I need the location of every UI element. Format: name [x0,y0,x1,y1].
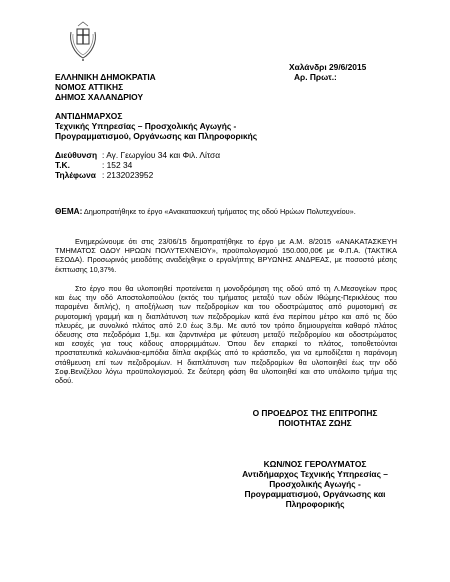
phone-row [55,170,220,180]
paragraph-line: Σοφ.Βενιζέλου λόγω προϋπολογισμού. Σε δεύτερη φάση θα υλοποιηθεί και στο υπόλοιπο τμήμα της [55,366,397,376]
paragraph-line: ΤΜΗΜΑΤΟΣ ΟΔΟΥ ΗΡΩΩΝ ΠΟΛΥΤΕΧΝΕΙΟΥ», προϋπολογισμού 150.000,00€ με Φ.Π.Α. (ΤΑΚΤΙΚΑ [55,246,397,256]
office-line: Τεχνικής Υπηρεσίας – Προσχολικής Αγωγής - [55,121,237,131]
address-label: Διεύθυνση [55,150,98,160]
postcode-label: Τ.Κ. [55,160,70,170]
contact-block [55,150,220,180]
paragraph-line: και έως την οδό Αποστολοπούλου (εκτός του τμήματος μεταξύ των οδών Ιθώμης-Περικλέους που [55,293,397,303]
signatory-line: Προσχολικής Αγωγής - [269,479,361,489]
paragraph-line: όδευσης στα πεζοδρόμια 1,5μ. και ζαρντινιέρα με φύτευση μεταξύ πεζοδρομίου και οδοστρώματος [55,330,397,340]
postcode-value: : 152 34 [102,160,133,170]
office-block [55,111,257,141]
subject-line [55,207,356,216]
postcode-row [55,160,220,170]
paragraph-line: παραμένει διπλής), η αποξήλωση των πεζοδρομίων και του οδοστρώματος από ρυμοτομική σε [55,302,397,312]
committee-line: Ο ΠΡΟΕΔΡΟΣ ΤΗΣ ΕΠΙΤΡΟΠΗΣ [252,408,378,418]
protocol-number: Αρ. Πρωτ.: [294,72,337,82]
authority-line: ΔΗΜΟΣ ΧΑΛΑΝΔΡΙΟΥ [55,92,144,102]
authority-line: ΝΟΜΟΣ ΑΤΤΙΚΗΣ [55,82,124,92]
phone-value: : 2132023952 [102,170,154,180]
subject-text: Δημοπρατήθηκε το έργο «Ανακατασκευή τμήματος της οδού Ηρώων Πολυτεχνείου». [82,207,356,216]
paragraph-line: έκπτωσης 10,37%. [55,264,117,274]
paragraph-line: στάθμευση επί των πεζοδρομίων. Η διαπλάτυνση των πεζοδρομίων θα υλοποιηθεί έως την οδό [55,357,397,367]
paragraph-announcement [55,237,397,274]
committee-block [215,408,415,428]
document-date: Χαλάνδρι 29/6/2015 [289,62,367,72]
subject-label: ΘΕΜΑ: [55,207,83,216]
signatory-block [215,459,415,509]
paragraph-line: προστατευτικά κολωνάκια-εμπόδια δίπλα ακριβώς από το κράσπεδο, για να εμποδίζεται η παράνομη [55,348,397,358]
address-value: : Αγ. Γεωργίου 34 και Φιλ. Λίτσα [102,150,221,160]
paragraph-line: Ενημερώνουμε ότι στις 23/06/15 δημοπρατήθηκε το έργο με Α.Μ. 8/2015 «ΑΝΑΚΑΤΑΣΚΕΥΗ [75,237,397,246]
paragraph-line: πλευρές, με συνολικό πλάτος από 2.0 έως 3.5μ. Με αυτό τον τρόπο δημιουργείται καθαρό πλάτος [55,320,397,330]
authority-line: ΕΛΛΗΝΙΚΗ ΔΗΜΟΚΡΑΤΙΑ [55,72,156,82]
paragraph-line: οδού. [55,376,74,386]
address-row [55,150,220,160]
greek-emblem-icon [66,20,100,62]
signatory-name: ΚΩΝ/ΝΟΣ ΓΕΡΟΛΥΜΑΤΟΣ [263,459,367,469]
phone-label: Τηλέφωνα [55,170,96,180]
paragraph-description [55,284,397,385]
signatory-line: Προγραμματισμού, Οργάνωσης και [244,489,386,499]
authority-block [55,72,156,102]
paragraph-line: και εσοχές για τους κάδους απορριμμάτων. Όπου δεν επαρκεί το πλάτος, τοποθετούνται [55,339,397,349]
signatory-line: Πληροφορικής [285,499,345,509]
office-line: Προγραμματισμού, Οργάνωσης και Πληροφορικής [55,131,258,141]
signatory-line: Αντιδήμαρχος Τεχνικής Υπηρεσίας – [242,469,388,479]
header-date-block [271,62,366,82]
paragraph-line: ρυμοτομική γραμμή και η διαπλάτυνση των πεζοδρομίων κατά ένα περίπου μέτρο και από τις δύο [55,311,397,321]
committee-line: ΠΟΙΟΤΗΤΑΣ ΖΩΗΣ [278,418,352,428]
paragraph-line: ΕΣΟΔΑ). Προσωρινός μειοδότης αναδείχθηκε ο εργολήπτης ΒΡΥΩΝΗΣ ΑΝΔΡΕΑΣ, με ποσοστό μέσης [55,255,397,265]
office-title: ΑΝΤΙΔΗΜΑΡΧΟΣ [55,111,123,121]
paragraph-line: Στο έργο που θα υλοποιηθεί προτείνεται η μονοδρόμηση της οδού από τη Λ.Μεσογείων προς [75,284,397,293]
